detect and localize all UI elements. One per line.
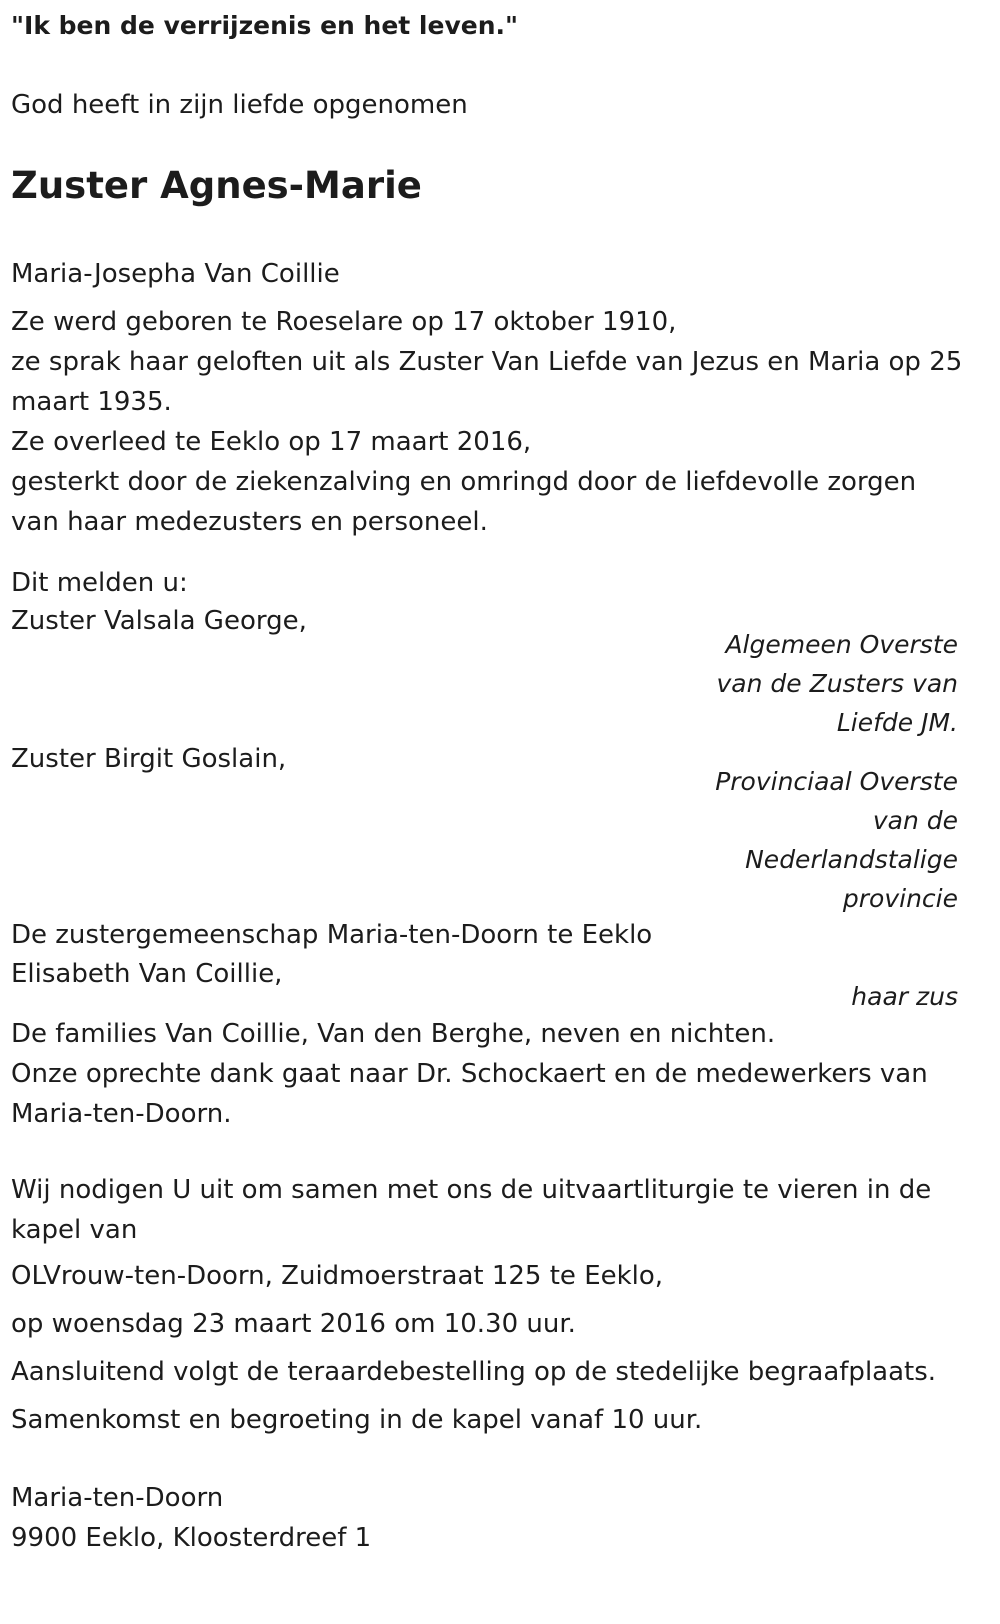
bio-line: ze sprak haar geloften uit als Zuster Van Liefde van Jezus en Maria op 25 bbox=[11, 347, 963, 377]
bio-line: van haar medezusters en personeel. bbox=[11, 507, 488, 537]
families-line: De families Van Coillie, Van den Berghe, neven en nichten. bbox=[11, 1019, 776, 1049]
ceremony-location: OLVrouw-ten-Doorn, Zuidmoerstraat 125 te Eeklo, bbox=[11, 1261, 664, 1291]
contact-address bbox=[11, 1478, 371, 1558]
bio-line: Ze werd geboren te Roeselare op 17 oktober 1910, bbox=[11, 307, 677, 337]
scripture-quote: "Ik ben de verrijzenis en het leven." bbox=[11, 11, 519, 40]
thanks-line: Onze oprechte dank gaat naar Dr. Schockaert en de medewerkers van bbox=[11, 1059, 928, 1089]
bio-line: gesterkt door de ziekenzalving en omringd door de liefdevolle zorgen bbox=[11, 467, 917, 497]
announcers-heading: Dit melden u: bbox=[11, 568, 188, 598]
announcer-role: haar zus bbox=[851, 982, 958, 1011]
bio-line: maart 1935. bbox=[11, 387, 172, 417]
address-line: 9900 Eeklo, Kloosterdreef 1 bbox=[11, 1523, 372, 1553]
ceremony-date: op woensdag 23 maart 2016 om 10.30 uur. bbox=[11, 1309, 576, 1339]
invitation-line: kapel van bbox=[11, 1215, 138, 1245]
community-line: De zustergemeenschap Maria-ten-Doorn te Eeklo bbox=[11, 920, 653, 950]
announcer-role: Algemeen Overste van de Zusters van Liefde JM. bbox=[716, 630, 958, 737]
civil-name: Maria-Josepha Van Coillie bbox=[11, 259, 340, 289]
invitation-line: Wij nodigen U uit om samen met ons de uitvaartliturgie te vieren in de bbox=[11, 1175, 932, 1205]
thanks-line: Maria-ten-Doorn. bbox=[11, 1099, 232, 1129]
announcer-name: Elisabeth Van Coillie, bbox=[11, 959, 283, 989]
burial-line: Aansluitend volgt de teraardebestelling op de stedelijke begraafplaats. bbox=[11, 1357, 937, 1387]
announcer-name: Zuster Valsala George, bbox=[11, 606, 307, 636]
intro-text: God heeft in zijn liefde opgenomen bbox=[11, 90, 468, 120]
address-line: Maria-ten-Doorn bbox=[11, 1483, 224, 1513]
announcer-role: Provinciaal Overste van de Nederlandstalige provincie bbox=[715, 767, 958, 913]
families-and-thanks bbox=[11, 1014, 928, 1134]
invitation bbox=[11, 1170, 931, 1250]
biography bbox=[11, 302, 971, 542]
gathering-line: Samenkomst en begroeting in de kapel vanaf 10 uur. bbox=[11, 1405, 703, 1435]
bio-line: Ze overleed te Eeklo op 17 maart 2016, bbox=[11, 427, 532, 457]
announcer-name: Zuster Birgit Goslain, bbox=[11, 744, 287, 774]
deceased-name: Zuster Agnes-Marie bbox=[11, 164, 422, 207]
